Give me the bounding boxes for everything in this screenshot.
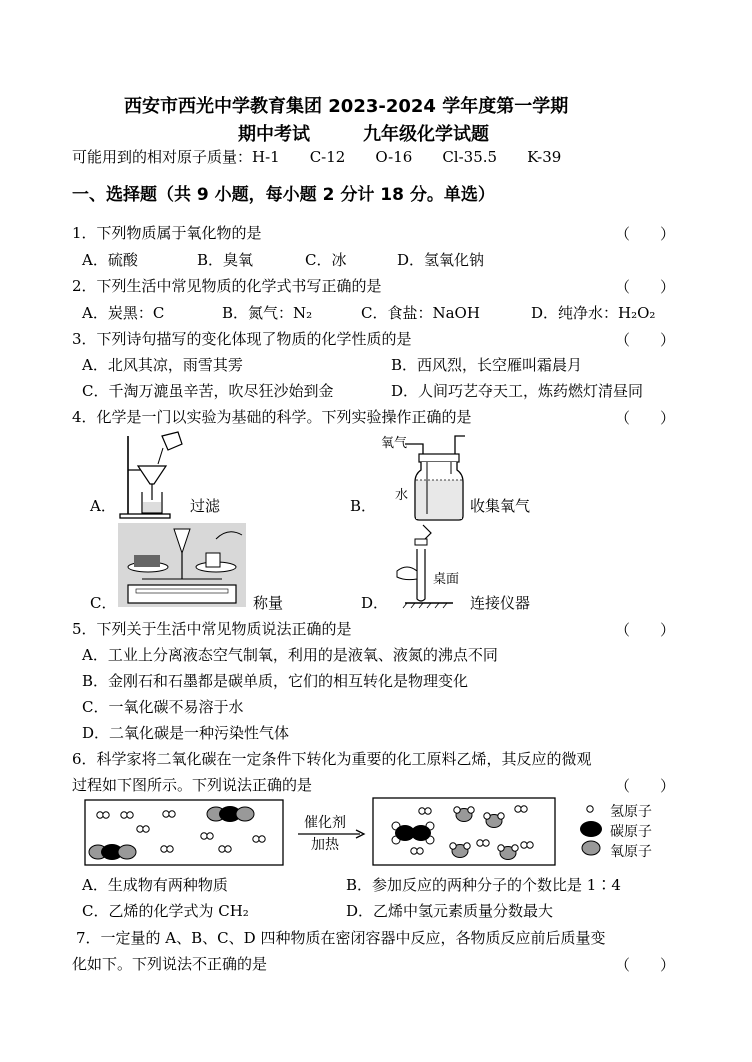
q3-option-b[interactable]: B．西风烈，长空雁叫霜晨月 [391, 356, 583, 374]
legend-hydrogen: 氢原子 [610, 804, 652, 820]
filtration-apparatus-illustration [118, 430, 188, 520]
q4-stem: 4．化学是一门以实验为基础的科学。下列实验操作正确的是 [72, 408, 472, 426]
q4-option-b-letter[interactable]: B． [350, 497, 377, 515]
q1-option-c[interactable]: C．冰 [305, 251, 347, 269]
q3-stem: 3．下列诗句描写的变化体现了物质的化学性质的是 [72, 330, 412, 348]
q2-option-a[interactable]: A．炭黑：C [82, 304, 165, 322]
q4-option-d-letter[interactable]: D． [361, 594, 389, 612]
oxygen-atom-legend-icon [580, 840, 602, 856]
q3-option-a[interactable]: A．北风其凉，雨雪其雱 [82, 356, 243, 374]
q2-stem: 2．下列生活中常见物质的化学式书写正确的是 [72, 277, 382, 295]
q4-option-d-label: 连接仪器 [470, 594, 531, 612]
q1-option-b[interactable]: B．臭氧 [197, 251, 254, 269]
q5-option-a[interactable]: A．工业上分离液态空气制氧，利用的是液氧、液氮的沸点不同 [82, 646, 498, 664]
connecting-apparatus-illustration [395, 523, 455, 609]
tabletop-label: 桌面 [433, 572, 460, 587]
q7-stem-line2: 化如下。下列说法不正确的是 [72, 955, 268, 973]
q5-stem: 5．下列关于生活中常见物质说法正确的是 [72, 620, 352, 638]
q6-option-d[interactable]: D．乙烯中氢元素质量分数最大 [346, 902, 554, 920]
q3-answer-blank[interactable]: （ ） [615, 331, 676, 349]
reactants-box [84, 799, 284, 866]
q2-option-c[interactable]: C．食盐：NaOH [361, 304, 480, 322]
oxygen-label: 氧气 [381, 436, 408, 451]
q7-stem-line1: 7．一定量的 A、B、C、D 四种物质在密闭容器中反应，各物质反应前后质量变 [76, 929, 606, 947]
carbon-atom-legend-icon [578, 820, 604, 838]
products-box [372, 797, 556, 866]
section-heading: 一、选择题（共 9 小题，每小题 2 分计 18 分。单选） [72, 185, 495, 205]
q2-option-d[interactable]: D．纯净水：H₂O₂ [531, 304, 656, 322]
q1-answer-blank[interactable]: （ ） [615, 225, 676, 243]
q2-answer-blank[interactable]: （ ） [615, 278, 676, 296]
q4-answer-blank[interactable]: （ ） [615, 409, 676, 427]
q6-option-b[interactable]: B．参加反应的两种分子的个数比是 1∶4 [346, 876, 621, 894]
atomic-masses: 可能用到的相对原子质量：H-1 C-12 O-16 Cl-35.5 K-39 [72, 148, 562, 166]
q4-option-a-letter[interactable]: A． [90, 497, 116, 515]
q1-option-d[interactable]: D．氢氧化钠 [397, 251, 485, 269]
q6-option-c[interactable]: C．乙烯的化学式为 CH₂ [82, 902, 249, 920]
water-label: 水 [395, 488, 409, 503]
q4-option-a-label: 过滤 [190, 497, 221, 515]
q1-stem: 1．下列物质属于氧化物的是 [72, 224, 262, 242]
q7-answer-blank[interactable]: （ ） [615, 956, 676, 974]
exam-title-line1: 西安市西光中学教育集团 2023-2024 学年度第一学期 [124, 96, 569, 117]
exam-title-part-a: 期中考试 [238, 124, 310, 145]
hydrogen-atom-legend-icon [584, 804, 596, 814]
q4-option-c-label: 称量 [253, 594, 284, 612]
gas-collection-bottle-illustration [405, 430, 469, 522]
q3-option-d[interactable]: D．人间巧艺夺天工，炼药燃灯清昼同 [391, 382, 644, 400]
legend-carbon: 碳原子 [610, 824, 652, 840]
legend-oxygen: 氧原子 [610, 844, 652, 860]
q6-stem-line1: 6．科学家将二氧化碳在一定条件下转化为重要的化工原料乙烯，其反应的微观 [72, 750, 592, 768]
q5-option-b[interactable]: B．金刚石和石墨都是碳单质，它们的相互转化是物理变化 [82, 672, 469, 690]
q5-option-c[interactable]: C．一氧化碳不易溶于水 [82, 698, 244, 716]
heating-label: 加热 [311, 837, 339, 853]
q4-option-b-label: 收集氧气 [470, 497, 531, 515]
q6-stem-line2: 过程如下图所示。下列说法正确的是 [72, 776, 313, 794]
balance-scale-illustration [118, 523, 246, 607]
exam-title-part-b: 九年级化学试题 [363, 124, 489, 145]
q4-option-c-letter[interactable]: C． [90, 594, 117, 612]
q5-answer-blank[interactable]: （ ） [615, 621, 676, 639]
q1-option-a[interactable]: A．硫酸 [82, 251, 138, 269]
q5-option-d[interactable]: D．二氧化碳是一种污染性气体 [82, 724, 290, 742]
catalyst-label: 催化剂 [304, 815, 346, 831]
q6-answer-blank[interactable]: （ ） [615, 777, 676, 795]
q3-option-c[interactable]: C．千淘万漉虽辛苦，吹尽狂沙始到金 [82, 382, 334, 400]
q6-option-a[interactable]: A．生成物有两种物质 [82, 876, 228, 894]
q2-option-b[interactable]: B．氮气：N₂ [222, 304, 313, 322]
